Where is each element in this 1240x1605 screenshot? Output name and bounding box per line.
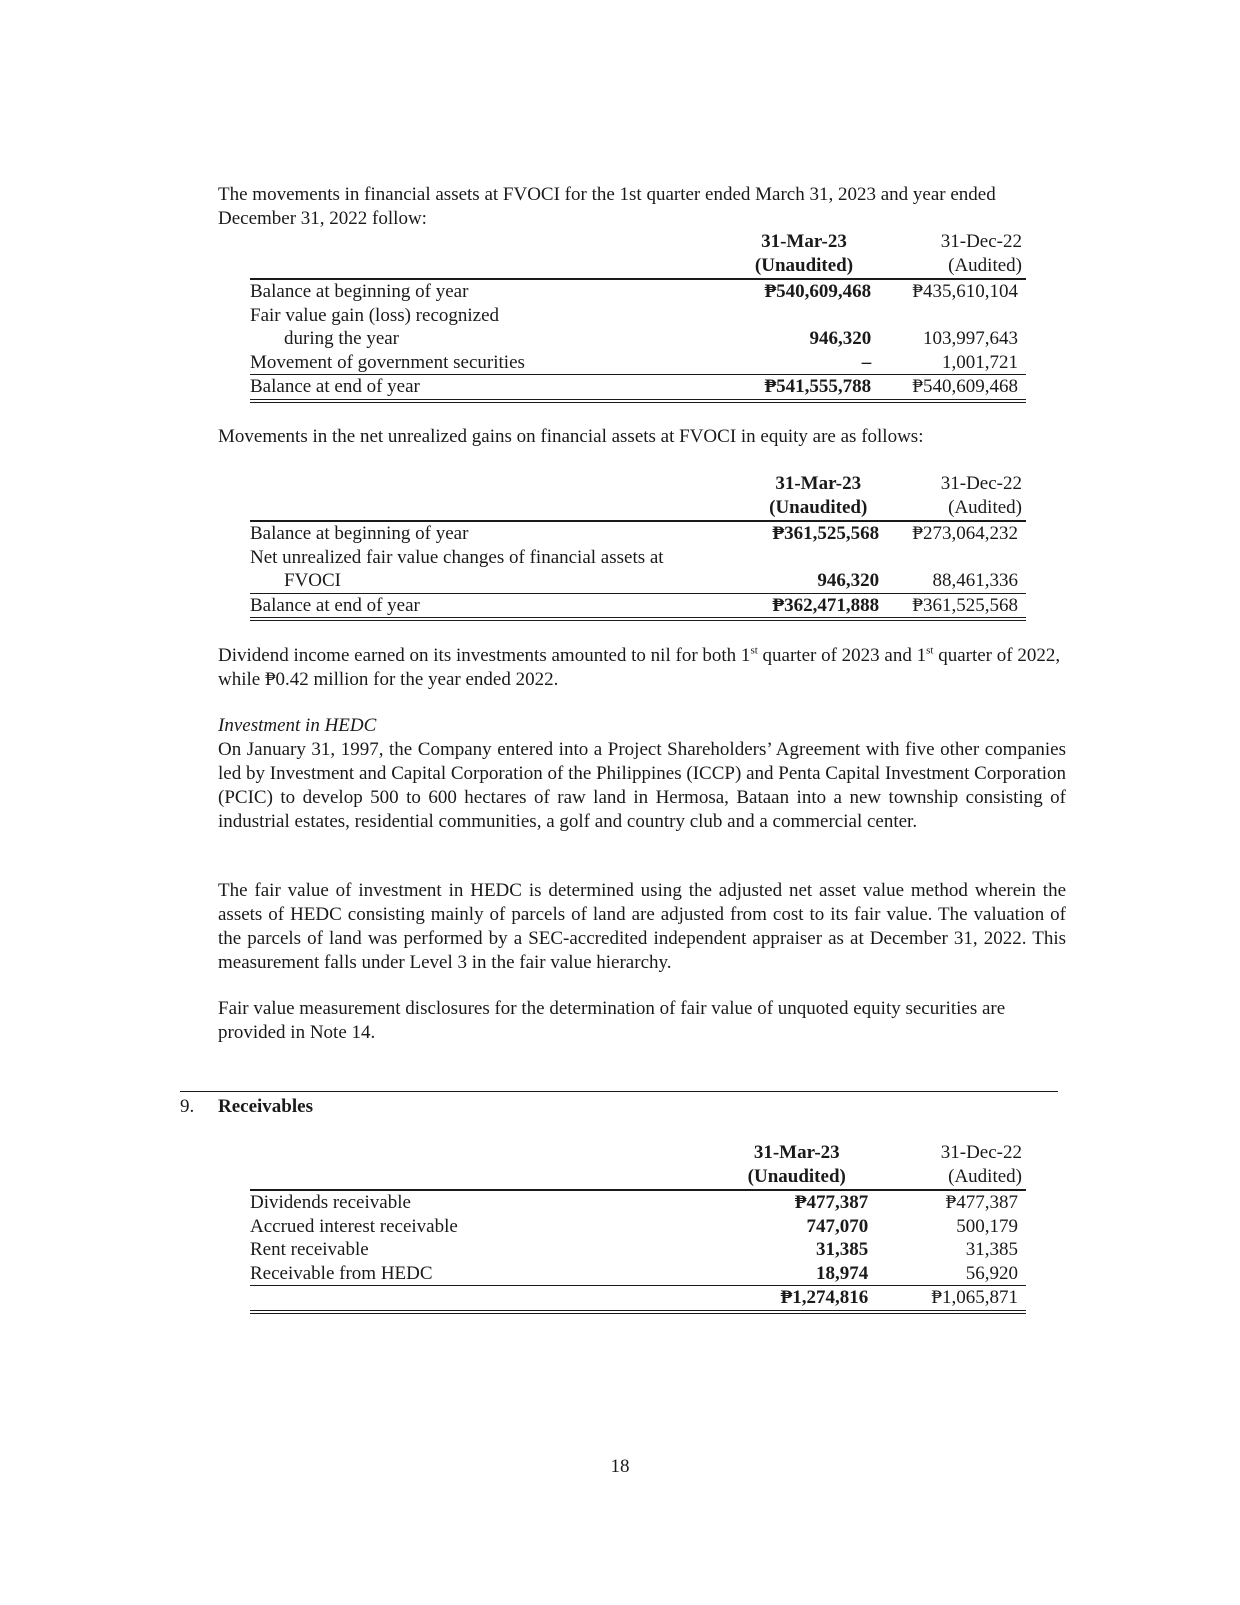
total-current-value: ₱1,274,816 (677, 1286, 876, 1312)
table-total-row (250, 1286, 1026, 1312)
row-prior-value: ₱540,609,468 (879, 375, 1026, 401)
row-prior-value: ₱477,387 (945, 1192, 1018, 1213)
row-prior-value: ₱435,610,104 (912, 281, 1018, 302)
row-current-value: ₱362,471,888 (709, 593, 887, 619)
row-current-value (709, 546, 887, 570)
hedc-paragraph-1: On January 31, 1997, the Company entered into a Project Shareholders’ Agreement with five other companies led by Investment and Capital Corporation of the Philippines (ICCP) and Penta Capital Investment Corporation (PCIC) to develop 500 to 600 hectares of raw land in Hermosa, Bataan into a new township consisting of industrial estates, residential communities, a golf and country club and a commercial center. (218, 739, 1066, 832)
row-current-value: 946,320 (809, 328, 872, 349)
row-current-value: ₱477,387 (794, 1192, 869, 1213)
row-label: Receivable from HEDC (250, 1262, 677, 1286)
header-current-status: (Unaudited) (709, 496, 887, 521)
row-prior-value: 500,179 (956, 1215, 1018, 1237)
row-label: Balance at end of year (250, 593, 709, 619)
row-current-value: ₱541,555,788 (689, 375, 879, 401)
section-title: Receivables (218, 1096, 313, 1117)
row-label: Fair value gain (loss) recognized (250, 304, 500, 326)
hedc-heading: Investment in HEDC (218, 715, 377, 736)
unrealized-gains-table (250, 472, 1026, 621)
table-row (250, 521, 1026, 546)
hedc-paragraph-3: Fair value measurement disclosures for the determination of fair value of unquoted equity securities are provided in Note 14. (218, 998, 1006, 1043)
dividend-text: quarter of 2022, while ₱0.42 million for the year ended 2022. (218, 645, 1061, 690)
ordinal-suffix: st (926, 644, 934, 657)
page-number: 18 (610, 1456, 630, 1477)
row-current-value (689, 304, 879, 328)
table-header-row (250, 230, 1026, 254)
table-row (250, 304, 1026, 328)
header-prior-status: (Audited) (876, 1165, 1026, 1190)
table-row (250, 569, 1026, 593)
header-current-period: 31-Mar-23 (775, 473, 862, 494)
table-total-row (250, 375, 1026, 401)
header-current-period: 31-Mar-23 (761, 231, 847, 252)
fvoci-intro: The movements in financial assets at FVOCI for the 1st quarter ended March 31, 2023 and year ended December 31, 2022 follow: (218, 184, 996, 229)
row-label: during the year (284, 328, 400, 349)
row-label: Rent receivable (250, 1239, 369, 1260)
table-row (250, 327, 1026, 351)
section-number: 9. (180, 1096, 195, 1117)
unrealized-intro: Movements in the net unrealized gains on financial assets at FVOCI in equity are as follows: (218, 426, 924, 447)
row-label: Balance at beginning of year (250, 281, 469, 302)
row-label: Net unrealized fair value changes of financial assets at (250, 546, 664, 568)
table-header-row (250, 472, 1026, 496)
row-prior-value: 103,997,643 (923, 328, 1018, 349)
row-prior-value: 31,385 (965, 1239, 1018, 1260)
table-header-row (250, 1141, 1026, 1165)
row-current-value: ₱540,609,468 (764, 281, 872, 302)
header-prior-status: (Audited) (887, 496, 1026, 521)
row-current-value: ₱361,525,568 (772, 523, 880, 544)
total-prior-value: ₱1,065,871 (876, 1286, 1026, 1312)
hedc-paragraph-2: The fair value of investment in HEDC is determined using the adjusted net asset value method wherein the assets of HEDC consisting mainly of parcels of land are adjusted from cost to its fair value. The valuation of the parcels of land was performed by a SEC-accredited independent appraiser as at December 31, 2022. This measurement falls under Level 3 in the fair value hierarchy. (218, 880, 1066, 973)
table-row (250, 279, 1026, 304)
row-current-value: 946,320 (709, 569, 887, 593)
header-prior-period: 31-Dec-22 (940, 231, 1022, 252)
row-prior-value (887, 546, 1026, 570)
row-prior-value: 1,001,721 (879, 351, 1026, 375)
row-label: Movement of government securities (250, 351, 689, 375)
table-header-row (250, 496, 1026, 521)
row-label: Accrued interest receivable (250, 1215, 458, 1237)
header-prior-period: 31-Dec-22 (940, 1142, 1022, 1163)
row-prior-value: ₱361,525,568 (887, 593, 1026, 619)
row-current-value: 31,385 (815, 1239, 869, 1260)
row-label: Balance at end of year (250, 375, 689, 401)
row-current-value: 747,070 (806, 1215, 869, 1237)
row-prior-value: ₱273,064,232 (912, 523, 1018, 544)
section-divider (180, 1091, 1058, 1092)
fvoci-movements-table (250, 230, 1026, 403)
row-prior-value: 56,920 (876, 1262, 1026, 1286)
table-row (250, 1215, 1026, 1239)
row-label: FVOCI (250, 569, 709, 593)
row-current-value: 18,974 (677, 1262, 876, 1286)
header-prior-status: (Audited) (879, 254, 1026, 279)
receivables-table (250, 1141, 1026, 1314)
table-total-row (250, 593, 1026, 619)
table-row (250, 351, 1026, 375)
dividend-text: Dividend income earned on its investments amounted to nil for both 1 (218, 645, 751, 666)
dividend-paragraph (218, 644, 1066, 692)
table-row (250, 1238, 1026, 1262)
ordinal-suffix: st (750, 644, 758, 657)
table-header-row (250, 254, 1026, 279)
row-prior-value: 88,461,336 (887, 569, 1026, 593)
table-row (250, 546, 1026, 570)
header-current-status: (Unaudited) (689, 254, 879, 279)
header-current-period: 31-Mar-23 (753, 1142, 840, 1163)
row-prior-value (879, 304, 1026, 328)
row-label: Dividends receivable (250, 1192, 411, 1213)
row-label: Balance at beginning of year (250, 523, 469, 544)
table-row (250, 1262, 1026, 1286)
dividend-text: quarter of 2023 and 1 (757, 645, 927, 666)
row-current-value: – (689, 351, 879, 375)
header-prior-period: 31-Dec-22 (940, 473, 1022, 494)
header-current-status: (Unaudited) (677, 1165, 876, 1190)
table-row (250, 1190, 1026, 1215)
table-header-row (250, 1165, 1026, 1190)
